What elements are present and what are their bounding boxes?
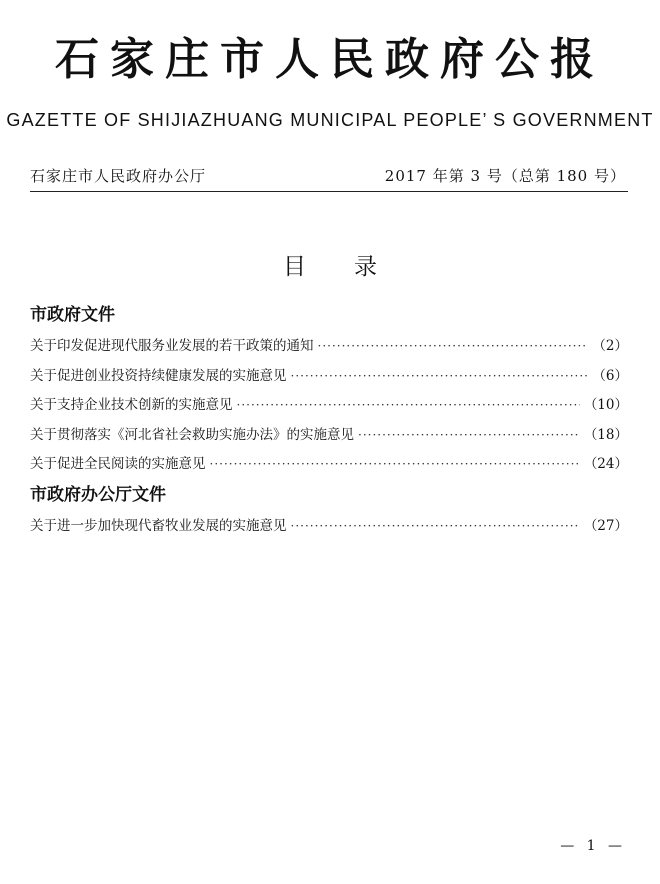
toc-title — [0, 252, 660, 282]
toc-entry-title: 关于促进创业投资持续健康发展的实施意见 — [30, 367, 287, 384]
toc-entry-page: （2） — [592, 338, 628, 354]
toc-entry-title: 关于印发促进现代服务业发展的若干政策的通知 — [30, 338, 314, 354]
toc-title-char: 录 — [354, 254, 377, 280]
toc-entry-page: （10） — [583, 397, 628, 413]
issue-bar — [30, 163, 628, 192]
toc-leader-dots — [318, 339, 589, 353]
gazette-title: 石家庄市人民政府公报 — [55, 34, 605, 85]
publisher: 石家庄市人民政府办公厅 — [30, 167, 207, 185]
toc-list-general-office — [30, 514, 628, 544]
toc-entry-page: （6） — [592, 367, 628, 384]
toc-entry-title: 关于促进全民阅读的实施意见 — [30, 456, 206, 472]
toc-entry-page: （18） — [583, 426, 628, 443]
toc-leader-dots — [237, 398, 580, 412]
toc-leader-dots — [291, 369, 589, 383]
toc-entry[interactable] — [30, 364, 628, 394]
toc-leader-dots — [358, 428, 580, 442]
toc-entry[interactable] — [30, 452, 628, 482]
toc-entry[interactable] — [30, 393, 628, 423]
page-number: — 1 — — [560, 838, 626, 854]
section-heading-municipal-government: 市政府文件 — [30, 305, 115, 325]
toc-entry[interactable] — [30, 514, 628, 544]
section-heading-general-office: 市政府办公厅文件 — [30, 485, 166, 505]
toc-title-char: 目 — [283, 254, 306, 280]
toc-list-municipal-government — [30, 334, 628, 482]
gazette-english-title: GAZETTE OF SHIJIAZHUANG MUNICIPAL PEOPLE’ S GOVERNMENT — [6, 110, 654, 130]
issue-number: 2017 年第 3 号（总第 180 号） — [384, 167, 626, 185]
toc-leader-dots — [210, 457, 580, 471]
toc-entry[interactable] — [30, 334, 628, 364]
toc-entry-page: （24） — [583, 456, 628, 472]
toc-entry-page: （27） — [583, 518, 628, 534]
toc-leader-dots — [291, 519, 580, 533]
toc-entry[interactable] — [30, 423, 628, 453]
toc-entry-title: 关于贯彻落实《河北省社会救助实施办法》的实施意见 — [30, 426, 354, 443]
toc-entry-title: 关于进一步加快现代畜牧业发展的实施意见 — [30, 518, 287, 534]
toc-entry-title: 关于支持企业技术创新的实施意见 — [30, 397, 233, 413]
